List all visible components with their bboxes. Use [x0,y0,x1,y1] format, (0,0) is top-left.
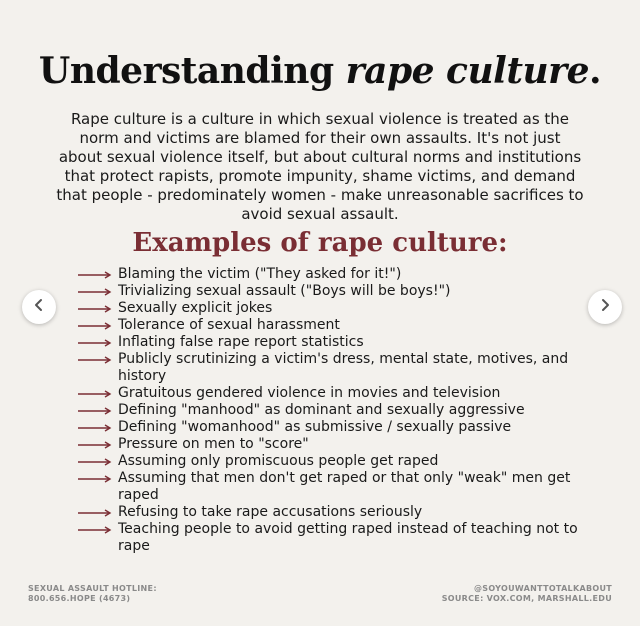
list-item [78,504,578,521]
list-item [78,317,578,334]
example-text: Assuming only promiscuous people get raped [118,453,439,469]
long-right-arrow-icon [78,351,118,368]
long-right-arrow-icon [78,317,118,334]
long-right-arrow-icon [78,283,118,300]
list-item [78,385,578,402]
next-slide-button[interactable] [588,290,622,324]
long-right-arrow-icon [78,300,118,317]
hotline-number: 800.656.HOPE (4673) [28,594,131,603]
chevron-left-icon [33,298,45,317]
examples-list [78,266,578,555]
example-text: Teaching people to avoid getting raped instead of teaching not to rape [118,521,578,554]
previous-slide-button[interactable] [22,290,56,324]
example-text: Defining "manhood" as dominant and sexually aggressive [118,402,525,418]
long-right-arrow-icon [78,266,118,283]
example-text: Publicly scrutinizing a victim's dress, mental state, motives, and history [118,351,569,384]
title-main: Understanding [38,50,346,92]
example-text: Inflating false rape report statistics [118,334,364,350]
title-emphasis: rape culture [345,50,590,92]
long-right-arrow-icon [78,453,118,470]
hotline-footer [28,584,157,604]
source-credit: SOURCE: VOX.COM, MARSHALL.EDU [441,594,612,603]
list-item [78,453,578,470]
list-item [78,470,578,504]
list-item [78,351,578,385]
long-right-arrow-icon [78,521,118,538]
intro-paragraph: Rape culture is a culture in which sexual violence is treated as the norm and victims are blamed for their own assaults. It's not just about sexual violence itself, but about cultural norms and institutions that protect rapists, promote impunity, shame victims, and demand that people - predominately women - make unreasonable sacrifices to avoid sexual assault. [56,110,584,223]
example-text: Pressure on men to "score" [118,436,309,452]
list-item [78,521,578,555]
list-item [78,266,578,283]
example-text: Sexually explicit jokes [118,300,273,316]
example-text: Gratuitous gendered violence in movies and television [118,385,501,401]
list-item [78,436,578,453]
account-handle: @SOYOUWANTTOTALKABOUT [474,584,612,593]
chevron-right-icon [599,298,611,317]
list-item [78,334,578,351]
example-text: Refusing to take rape accusations seriously [118,504,423,520]
long-right-arrow-icon [78,334,118,351]
long-right-arrow-icon [78,402,118,419]
long-right-arrow-icon [78,436,118,453]
title-end: . [589,50,602,92]
long-right-arrow-icon [78,504,118,521]
long-right-arrow-icon [78,470,118,487]
examples-heading: Examples of rape culture: [132,228,508,258]
page-title [0,50,640,92]
example-text: Trivializing sexual assault ("Boys will be boys!") [118,283,451,299]
long-right-arrow-icon [78,419,118,436]
list-item [78,283,578,300]
long-right-arrow-icon [78,385,118,402]
example-text: Blaming the victim ("They asked for it!") [118,266,402,282]
list-item [78,419,578,436]
example-text: Tolerance of sexual harassment [118,317,340,333]
list-item [78,300,578,317]
hotline-label: SEXUAL ASSAULT HOTLINE: [28,584,157,593]
source-footer [442,584,612,604]
example-text: Assuming that men don't get raped or that only "weak" men get raped [118,470,571,503]
example-text: Defining "womanhood" as submissive / sexually passive [118,419,512,435]
list-item [78,402,578,419]
